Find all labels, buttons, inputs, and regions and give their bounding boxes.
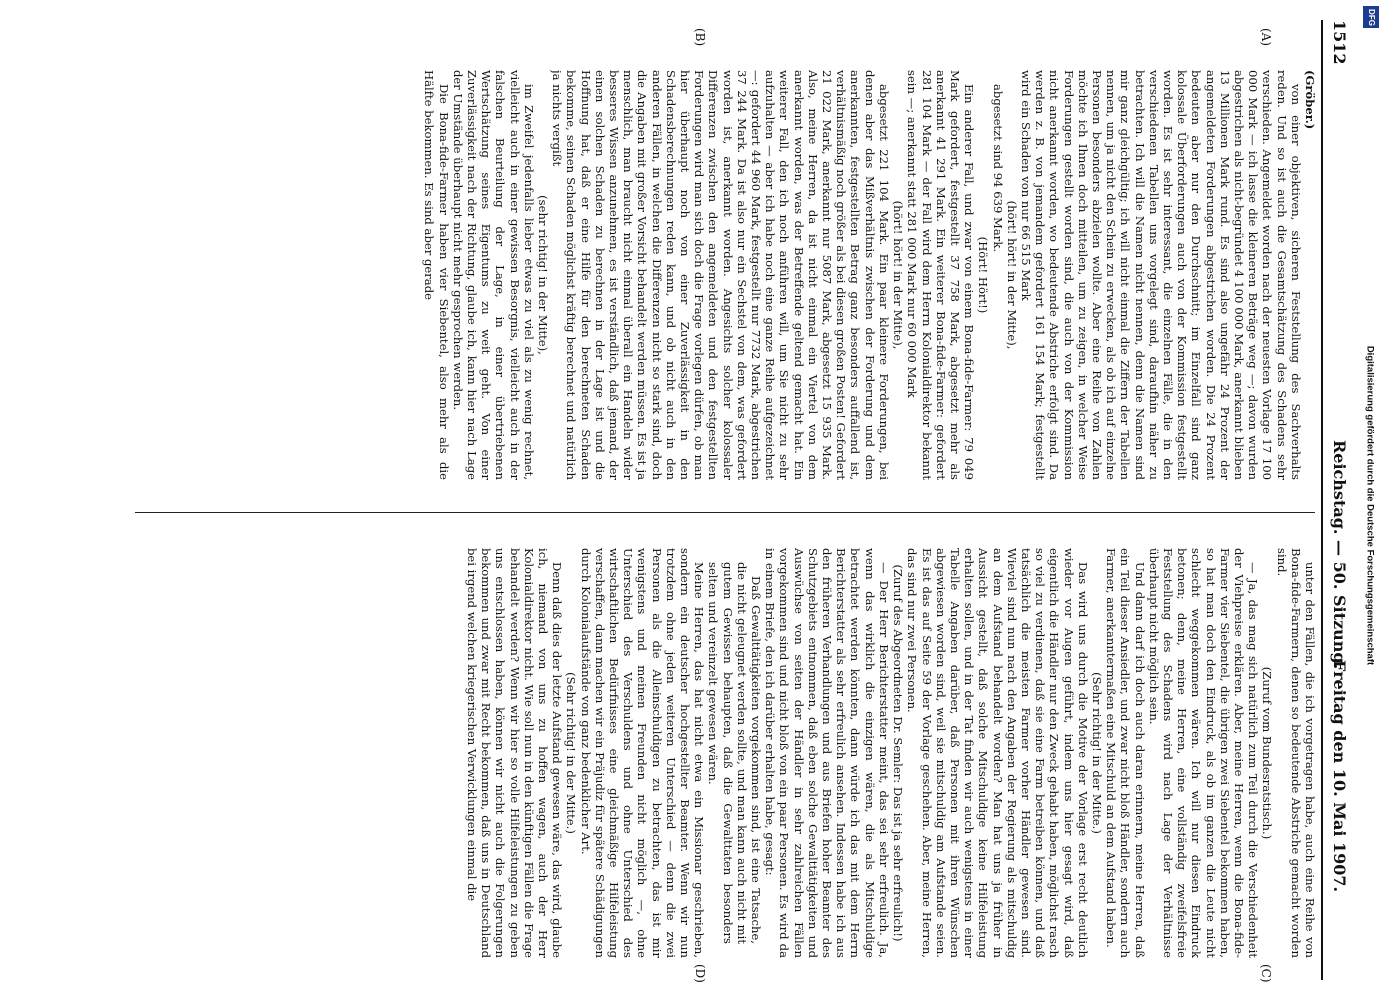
paragraph: Meine Herren, das hat nicht etwa ein Missionar geschrieben, sondern ein deutscher hochgestellter Beamter. Wenn wir nun trotzdem ohne jeden weiteren Unterschied — denn die zwei Personen als die Alleinschuldigen zu betrachten, das ist mir wenigstens und meinen Freunden nicht möglich —, ohne Unterschied des Verschuldens und ohne Unterschied des wirtschaftlichen Bedürfnisses eine gleichmäßige Hilfeleistung verschaffen, dann machen wir ein Präjudiz für spätere Schädigungen durch Kolonialaufstände von ganz bedenklicher Art. — [578, 548, 707, 958]
paragraph: im Zweifel jedenfalls lieber etwas zu viel als zu wenig rechnet, vielleicht auch in einer gewissen Besorgnis, vielleicht auch in der falschen Beurteilung der Lage, in einer übertriebenen Wertschätzung seines Eigentums zu weit geht. Von einer Zuverlässigkeit nach der Richtung, glaube ich, kann hier nach Lage der Umstände überhaupt nicht mehr gesprochen werden. — [450, 70, 536, 480]
paragraph: Denn daß dies der letzte Aufstand gewesen wäre, das wird, glaube ich, niemand von uns zu hoffen wagen, auch der Herr Kolonialdirektor nicht. Wie soll nun in den künftigen Fällen die Frage behandelt werden? Wenn wir hier so volle Hilfeleistungen zu geben uns entschlossen haben, können wir nicht auch die Folgerungen bekommen und zwar mit Recht bekommen, daß uns in Deutschland bei irgend welchen kriegerischen Verwicklungen einmal die — [465, 548, 565, 958]
paragraph: Das wird uns durch die Motive der Vorlage erst recht deutlich wieder vor Augen geführt, indem uns hier gesagt wird, daß eigentlich die Händler nur den Zweck gehabt haben, möglichst rasch so viel zu verdienen, daß sie eine Farm betreiben können, und daß tatsächlich die meisten Farmer vorher Händler gewesen sind. Wieviel sind nun nach den Angaben der Regierung als mitschuldig an dem Aufstand behandelt worden? Man hat uns ja früher in Aussicht gestellt, daß solche Mitschuldige keine Hilfeleistung erhalten sollen, und in der Tat finden wir auch wenigstens in einer Tabelle Angaben darüber, daß Personen mit ihren Wünschen abgewiesen worden sind, weil sie mitschuldig am Aufstande seien. Es ist das auf Seite 59 der Vorlage geschehen. Aber, meine Herren, das sind nur zwei Personen. — [905, 548, 1090, 958]
interjection: (sehr richtig! in der Mitte), — [536, 195, 551, 355]
paragraph: — Der Herr Berichterstatter meint, das sei sehr erfreulich. Ja, wenn das wirklich die einzigen wären, die als Mitschuldige betrachtet werden könnten, dann würde ich das mit dem Herrn Berichterstatter als sehr erfreulich ansehen. Indessen habe ich aus den früheren Verhandlungen und aus Briefen hoher Beamter des Schutzgebiets entnommen, daß eben solche Gewalttätigkeiten und Auswüchse von seiten der Händler in sehr zahlreichen Fällen vorgekommen sind und nicht bloß von ein paar Personen. Es wird da in einem Briefe, den ich darüber erhalten habe, gesagt: — [763, 548, 891, 958]
interjection: (Sehr richtig! in der Mitte.) — [1089, 672, 1104, 834]
paragraph: Und dann darf ich doch auch daran erinnern, meine Herren, daß ein Teil dieser Ansiedler, und zwar nicht bloß Händler, sondern auch Farmer, anerkanntermaßen eine Mitschuld an dem Aufstand haben. — [1104, 548, 1147, 958]
interjection: (hört! hört! in der Mitte), — [1004, 200, 1019, 350]
paragraph: von einer objektiven, sicheren Feststellung des Sachverhalts reden. Und so ist auch die Gesamtschätzung des Schadens sehr verschieden. Angemeldet worden nach der neuesten Vorlage 17 100 000 Mark — ich lasse die kleineren Beträge weg —; davon wurden abgestrichen als nicht-begründet 4 100 000 Mark, anerkannt blieben 13 Millionen Mark rund. Es sind also ungefähr 24 Prozent der angemeldeten Forderungen abgestrichen worden. Die 24 Prozent bedeuten aber nur den Durchschnitt; im Einzelfall sind ganz kolossale Überforderungen auch von der Kommission festgestellt worden. Es ist sehr interessant, die einzelnen Fälle, die in den verschiedenen Tabellen uns vorgelegt sind, daraufhin näher zu betrachten. Ich will die Namen nicht nennen, denn die Namen sind mir ganz gleichgültig; ich will nicht einmal die Ziffern der Tabellen nennen, um ja nicht den Schein zu erwecken, als ob ich auf einzelne Personen besonders abzielen wollte. Aber eine Reihe von Zahlen möchte ich Ihnen doch mitteilen, um zu zeigen, in welcher Weise Forderungen gestellt worden sind, die auch von der Kommission nicht anerkannt worden, wo bedeutende Abstriche erfolgt sind. Da werden z. B. von jemandem gefordert 161 154 Mark; festgestellt wird ein Schaden von nur 66 515 Mark — [1018, 70, 1303, 480]
header-date: Freitag den 10. Mai 1907. — [1330, 660, 1349, 893]
paragraph: abgesetzt 221 104 Mark. Ein paar kleinere Forderungen, bei denen aber das Mißverhältnis zwischen der Forderung und dem anerkannten, festgestellten Betrag ganz besonders auffallend ist, verhältnismäßig noch größer als bei diesen großen Posten! Gefordert 21 022 Mark, anerkannt nur 5087 Mark, abgesetzt 15 935 Mark. Also, meine Herren, da ist nicht einmal ein Viertel von dem anerkannt worden, was der Betreffende geltend gemacht hat. Ein weiterer Fall, den ich noch anführen will, um Sie nicht zu sehr aufzuhalten — aber ich habe noch eine ganze Reihe aufgezeichnet —: gefordert 44 960 Mark, festgestellt nur 7732 Mark, abgestrichen 37 244 Mark. Da ist also nur ein Sechstel von dem, was gefordert worden ist, anerkannt worden. Angesichts solcher kolossaler Differenzen zwischen den angemeldeten und den festgestellten Forderungen wird man sich doch die Frage vorlegen dürfen, ob man hier überhaupt noch von einer Zuverlässigkeit in den Schadensberechnungen reden kann, und ob nicht auch in den anderen Fällen, in welchen die Differenzen nicht so stark sind, doch die Angaben mit großer Vorsicht behandelt werden müssen. Es ist ja menschlich, man braucht nicht einmal überall ein Handeln wider besseres Wissen anzunehmen, es ist verständlich, daß jemand, der einen solchen Schaden zu berechnen in der Lage ist und die Hoffnung hat, daß er eine Hilfe für den berechneten Schaden bekomme, seinen Schaden möglichst kräftig berechnet und natürlich ja nichts vergißt — [550, 70, 891, 480]
paragraph: abgesetzt sind 94 639 Mark. — [990, 84, 1005, 253]
dfg-logo: DFG — [1363, 6, 1379, 28]
right-column — [117, 548, 1317, 958]
quotation: Daß Gewalttätigkeiten vorgekommen sind, ist eine Tatsache, die nicht geleugnet werden sollte, und man kann auch nicht mit gutem Gewissen behaupten, daß die Gewalttaten besonders selten und vereinzelt gewesen wären. — [706, 562, 764, 944]
margin-mark-b: (B) — [693, 28, 707, 47]
paragraph: Ein anderer Fall, und zwar von einem Bona-fide-Farmer: 79 049 Mark gefordert, festgestellt 37 758 Mark, abgesetzt mehr als anerkannt 41 291 Mark. Ein weiterer Bona-fide-Farmer: gefordert 281 104 Mark — der Fall wird dem Herrn Kolonialdirektor bekannt sein —; anerkannt statt 281 000 Mark nur 60 000 Mark — [905, 70, 977, 480]
interjection: (Sehr richtig! in der Mitte.) — [564, 672, 579, 834]
margin-mark-c: (C) — [1259, 964, 1273, 983]
paragraph: Die Bona-fide-Farmer haben vier Siebentel, also mehr als die Hälfte bekommen. Es sind aber gerade — [422, 70, 451, 480]
page-number: 1512 — [1330, 20, 1349, 65]
interjection: (hört! hört! in der Mitte), — [891, 200, 906, 350]
digitization-credit — [1363, 30, 1377, 970]
interjection: (Zuruf vom Bundesratstisch.) — [1260, 666, 1275, 840]
column-divider — [135, 512, 1315, 513]
interjection: (Hört! Hört!) — [976, 236, 991, 314]
header-title: Reichstag. — 50. Sitzung. — [1330, 440, 1349, 670]
paragraph: unter den Fällen, die ich vorgetragen habe, auch eine Reihe von Bona-fide-Farmern, denen so bedeutende Abstriche gemacht worden sind. — [1274, 548, 1317, 958]
paragraph: — Ja, das mag sich natürlich zum Teil durch die Verschiedenheit der Viehpreise erklären. Aber, meine Herren, wenn die Bona-fide-Farmer vier Siebentel, die übrigen zwei Siebentel bekommen haben, so hat man doch den Eindruck, als ob im ganzen die Leute nicht schlecht weggekommen wären. Ich will nur diesen Eindruck betonen; denn, meine Herren, eine vollständig zweifelsfreie Feststellung des Schadens wird nach Lage der Verhältnisse überhaupt nicht möglich sein. — [1146, 548, 1261, 958]
speaker-name: (Gröber.) — [1303, 70, 1317, 130]
header-rule — [1321, 20, 1323, 980]
digitization-credit-text: Digitalisierung gefördert durch die Deutsche Forschungsgemeinschaft — [1364, 345, 1376, 666]
interjection: (Zuruf des Abgeordneten Dr. Semler: Das ist ja sehr erfreulich!) — [891, 564, 906, 942]
running-header — [1325, 20, 1353, 980]
margin-mark-d: (D) — [693, 964, 707, 983]
left-column — [117, 70, 1317, 480]
margin-mark-a: (A) — [1259, 28, 1273, 47]
